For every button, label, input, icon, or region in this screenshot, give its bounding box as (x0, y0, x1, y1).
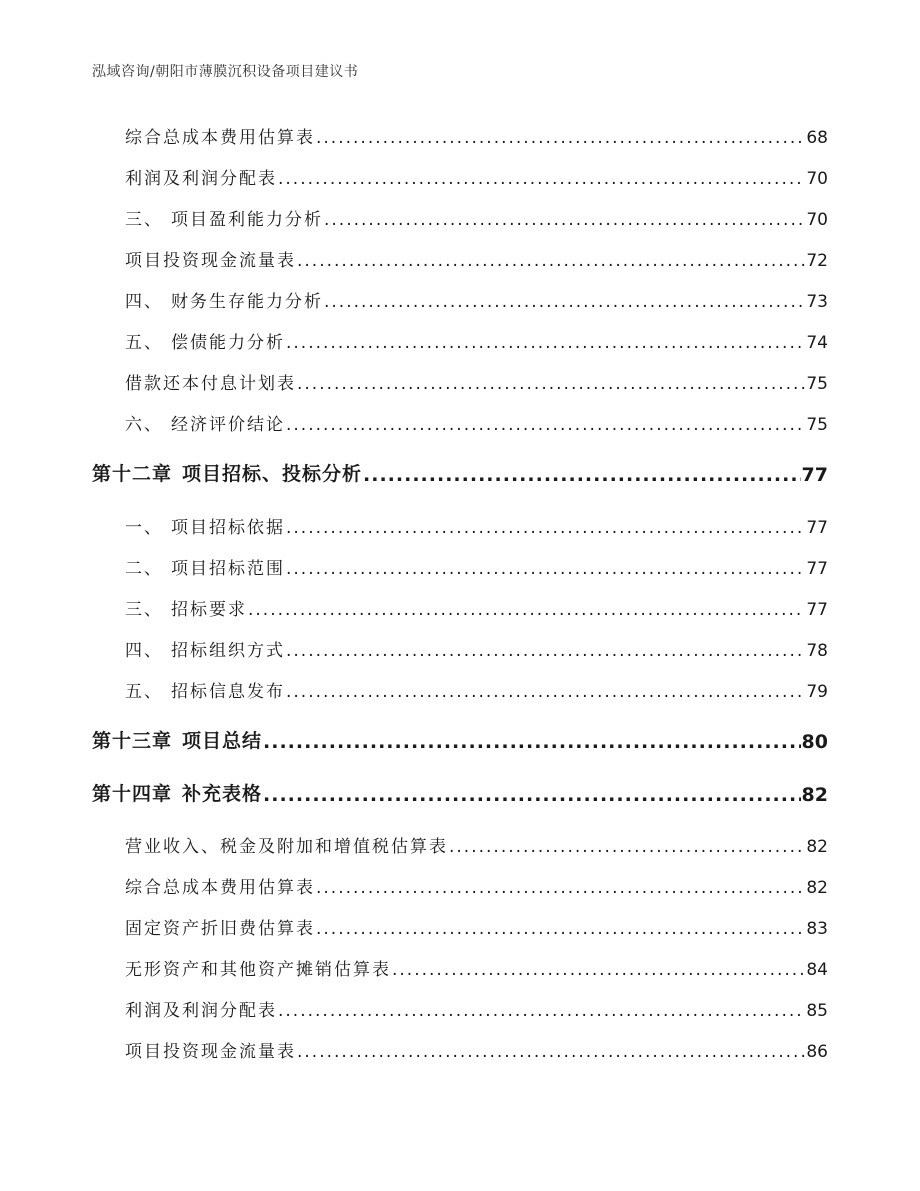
toc-leader-dots (316, 128, 805, 148)
toc-chapter-13[interactable] (92, 725, 828, 753)
toc-entry[interactable] (125, 551, 828, 579)
toc-leader-dots (278, 169, 805, 189)
document-header: 泓域咨询/朝阳市薄膜沉积设备项目建议书 (92, 64, 359, 80)
toc-entry-title: 偿债能力分析 (171, 333, 285, 353)
toc-leader-dots (286, 641, 805, 661)
toc-entry-number: 三、 (125, 210, 163, 230)
toc-leader-dots (297, 1042, 805, 1062)
toc-entry-title: 项目投资现金流量表 (125, 251, 296, 271)
toc-leader-dots (297, 251, 805, 271)
toc-page-number: 82 (806, 878, 828, 898)
toc-leader-dots (263, 784, 801, 806)
toc-entry[interactable] (125, 911, 828, 939)
toc-entry[interactable] (125, 325, 828, 353)
toc-entry-title: 营业收入、税金及附加和增值税估算表 (125, 837, 448, 857)
toc-entry[interactable] (125, 993, 828, 1021)
toc-page-number: 72 (806, 251, 828, 271)
toc-leader-dots (286, 333, 805, 353)
toc-entry[interactable] (125, 870, 828, 898)
toc-entry[interactable] (125, 952, 828, 980)
toc-entry-number: 三、 (125, 600, 163, 620)
toc-entry-title: 经济评价结论 (171, 415, 285, 435)
toc-entry-title: 项目招标依据 (171, 518, 285, 538)
toc-page-number: 77 (806, 518, 828, 538)
toc-entry-number: 二、 (125, 559, 163, 579)
chapter-number: 第十二章 (92, 463, 173, 485)
toc-entry-title: 项目盈利能力分析 (171, 210, 323, 230)
toc-page-number: 68 (806, 128, 828, 148)
toc-entry-number: 四、 (125, 292, 163, 312)
toc-entry-title: 借款还本付息计划表 (125, 374, 296, 394)
toc-page-number: 78 (806, 641, 828, 661)
toc-page-number: 80 (801, 731, 828, 753)
toc-entry-title: 招标要求 (171, 600, 247, 620)
toc-leader-dots (278, 1001, 805, 1021)
toc-entry[interactable] (125, 829, 828, 857)
toc-entry-number: 六、 (125, 415, 163, 435)
toc-page-number: 75 (806, 415, 828, 435)
toc-leader-dots (263, 731, 801, 753)
chapter-number: 第十三章 (92, 730, 173, 752)
toc-entry-title: 综合总成本费用估算表 (125, 878, 315, 898)
toc-leader-dots (286, 682, 805, 702)
toc-page-number: 82 (806, 837, 828, 857)
toc-leader-dots (316, 878, 805, 898)
chapter-title: 补充表格 (182, 783, 263, 805)
toc-leader-dots (449, 837, 805, 857)
toc-entry[interactable] (125, 633, 828, 661)
toc-entry[interactable] (125, 674, 828, 702)
toc-entry[interactable] (125, 407, 828, 435)
toc-entry-title: 综合总成本费用估算表 (125, 128, 315, 148)
toc-page-number: 77 (801, 464, 828, 486)
toc-entry[interactable] (125, 366, 828, 394)
toc-entry[interactable] (125, 284, 828, 312)
toc-leader-dots (248, 600, 805, 620)
toc-leader-dots (286, 559, 805, 579)
toc-leader-dots (286, 415, 805, 435)
toc-page-number: 73 (806, 292, 828, 312)
toc-leader-dots (363, 464, 801, 486)
toc-page-number: 74 (806, 333, 828, 353)
toc-entry-title: 利润及利润分配表 (125, 1001, 277, 1021)
chapter-title: 项目招标、投标分析 (182, 463, 363, 485)
toc-entry-number: 一、 (125, 518, 163, 538)
toc-page-number: 82 (801, 784, 828, 806)
toc-entry-title: 招标组织方式 (171, 641, 285, 661)
toc-chapter-14[interactable] (92, 778, 828, 806)
toc-entry-title: 利润及利润分配表 (125, 169, 277, 189)
toc-leader-dots (297, 374, 805, 394)
toc-page-number: 85 (806, 1001, 828, 1021)
toc-leader-dots (286, 518, 805, 538)
toc-page-number: 70 (806, 210, 828, 230)
toc-entry[interactable] (125, 161, 828, 189)
toc-page-number: 77 (806, 559, 828, 579)
toc-leader-dots (316, 919, 805, 939)
chapter-number: 第十四章 (92, 783, 173, 805)
chapter-title: 项目总结 (182, 730, 263, 752)
toc-entry-number: 五、 (125, 333, 163, 353)
toc-page-number: 84 (806, 960, 828, 980)
toc-page-number: 83 (806, 919, 828, 939)
toc-page-number: 79 (806, 682, 828, 702)
toc-entry-title: 财务生存能力分析 (171, 292, 323, 312)
toc-page-number: 70 (806, 169, 828, 189)
toc-chapter-12[interactable] (92, 458, 828, 486)
toc-entry[interactable] (125, 510, 828, 538)
toc-entry-title: 无形资产和其他资产摊销估算表 (125, 960, 391, 980)
toc-entry-title: 招标信息发布 (171, 682, 285, 702)
toc-page-number: 86 (806, 1042, 828, 1062)
toc-entry-title: 项目招标范围 (171, 559, 285, 579)
toc-entry[interactable] (125, 243, 828, 271)
toc-entry-number: 五、 (125, 682, 163, 702)
toc-page-number: 77 (806, 600, 828, 620)
toc-entry-number: 四、 (125, 641, 163, 661)
toc-entry[interactable] (125, 202, 828, 230)
toc-leader-dots (324, 210, 805, 230)
toc-entry[interactable] (125, 592, 828, 620)
toc-page-number: 75 (806, 374, 828, 394)
toc-entry[interactable] (125, 120, 828, 148)
toc-entry[interactable] (125, 1034, 828, 1062)
toc-entry-title: 项目投资现金流量表 (125, 1042, 296, 1062)
toc-leader-dots (324, 292, 805, 312)
toc-leader-dots (392, 960, 805, 980)
toc-entry-title: 固定资产折旧费估算表 (125, 919, 315, 939)
